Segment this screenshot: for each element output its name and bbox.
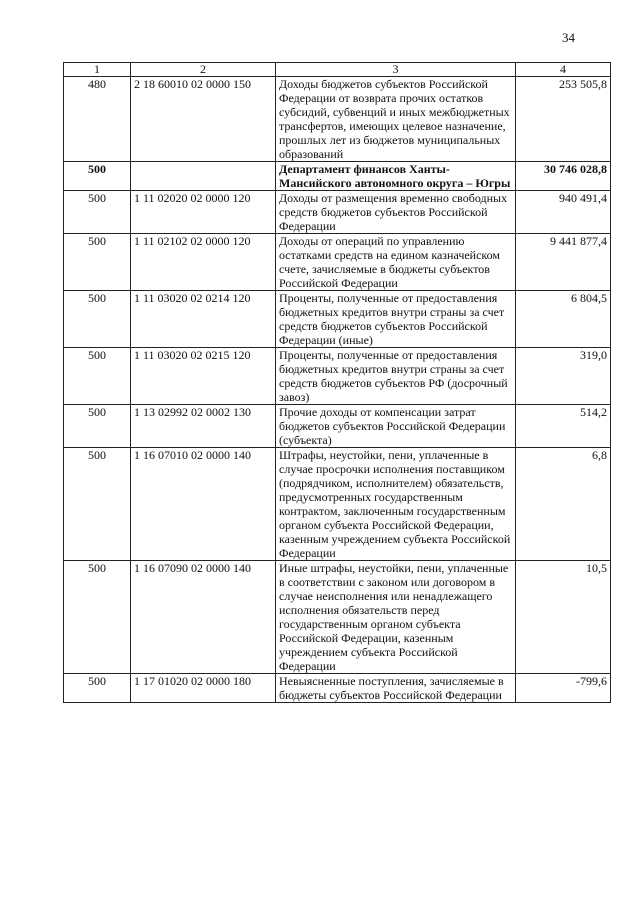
column-header-1: 1 <box>64 63 131 77</box>
description-cell: Доходы от размещения временно свободных средств бюджетов субъектов Российской Федерации <box>276 191 516 234</box>
description-cell: Невыясненные поступления, зачисляемые в бюджеты субъектов Российской Федерации <box>276 674 516 703</box>
table-row <box>64 77 611 162</box>
budget-code-cell: 1 17 01020 02 0000 180 <box>131 674 276 703</box>
amount-cell: 6,8 <box>516 448 611 561</box>
description-cell: Доходы бюджетов субъектов Российской Федерации от возврата прочих остатков субсидий, субвенций и иных межбюджетных трансфертов, имеющих целевое назначение, прошлых лет из бюджетов муниципальных образований <box>276 77 516 162</box>
budget-code-cell: 1 11 02020 02 0000 120 <box>131 191 276 234</box>
budget-code-cell: 1 11 02102 02 0000 120 <box>131 234 276 291</box>
amount-cell: -799,6 <box>516 674 611 703</box>
description-cell: Прочие доходы от компенсации затрат бюджетов субъектов Российской Федерации (субъекта) <box>276 405 516 448</box>
admin-code-cell: 500 <box>64 405 131 448</box>
page-number: 34 <box>562 30 575 45</box>
table-row <box>64 348 611 405</box>
amount-cell: 514,2 <box>516 405 611 448</box>
admin-code-cell: 500 <box>64 448 131 561</box>
budget-table <box>63 62 611 703</box>
admin-code-cell: 500 <box>64 291 131 348</box>
admin-code-cell: 500 <box>64 561 131 674</box>
amount-cell: 9 441 877,4 <box>516 234 611 291</box>
admin-code-cell: 500 <box>64 234 131 291</box>
table-row <box>64 162 611 191</box>
description-cell: Иные штрафы, неустойки, пени, уплаченные в соответствии с законом или договором в случае неисполнения или ненадлежащего исполнения обязательств перед государственным органом субъекта Российской Федерации, казенным учреждением субъекта Российской Федерации <box>276 561 516 674</box>
description-cell: Проценты, полученные от предоставления бюджетных кредитов внутри страны за счет средств бюджетов субъектов РФ (досрочный завоз) <box>276 348 516 405</box>
table-row <box>64 291 611 348</box>
budget-code-cell <box>131 162 276 191</box>
description-cell: Департамент финансов Ханты-Мансийского автономного округа – Югры <box>276 162 516 191</box>
budget-code-cell: 1 11 03020 02 0214 120 <box>131 291 276 348</box>
column-header-3: 3 <box>276 63 516 77</box>
budget-code-cell: 2 18 60010 02 0000 150 <box>131 77 276 162</box>
admin-code-cell: 500 <box>64 674 131 703</box>
table-row <box>64 191 611 234</box>
amount-cell: 30 746 028,8 <box>516 162 611 191</box>
admin-code-cell: 480 <box>64 77 131 162</box>
amount-cell: 940 491,4 <box>516 191 611 234</box>
table-row <box>64 674 611 703</box>
admin-code-cell: 500 <box>64 191 131 234</box>
amount-cell: 319,0 <box>516 348 611 405</box>
table-row <box>64 561 611 674</box>
description-cell: Штрафы, неустойки, пени, уплаченные в случае просрочки исполнения поставщиком (подрядчиком, исполнителем) обязательств, предусмотренных государственным контрактом, заключенным государственным органом субъекта Российской Федерации, казенным учреждением субъекта Российской Федерации <box>276 448 516 561</box>
admin-code-cell: 500 <box>64 348 131 405</box>
amount-cell: 10,5 <box>516 561 611 674</box>
budget-code-cell: 1 16 07010 02 0000 140 <box>131 448 276 561</box>
column-header-4: 4 <box>516 63 611 77</box>
description-cell: Доходы от операций по управлению остатками средств на едином казначейском счете, зачисляемые в бюджеты субъектов Российской Федерации <box>276 234 516 291</box>
budget-code-cell: 1 16 07090 02 0000 140 <box>131 561 276 674</box>
table-row <box>64 405 611 448</box>
description-cell: Проценты, полученные от предоставления бюджетных кредитов внутри страны за счет средств бюджетов субъектов Российской Федерации (иные) <box>276 291 516 348</box>
table-row <box>64 234 611 291</box>
table-row <box>64 448 611 561</box>
amount-cell: 6 804,5 <box>516 291 611 348</box>
admin-code-cell: 500 <box>64 162 131 191</box>
column-header-2: 2 <box>131 63 276 77</box>
budget-code-cell: 1 11 03020 02 0215 120 <box>131 348 276 405</box>
table-header-row <box>64 63 611 77</box>
budget-code-cell: 1 13 02992 02 0002 130 <box>131 405 276 448</box>
amount-cell: 253 505,8 <box>516 77 611 162</box>
